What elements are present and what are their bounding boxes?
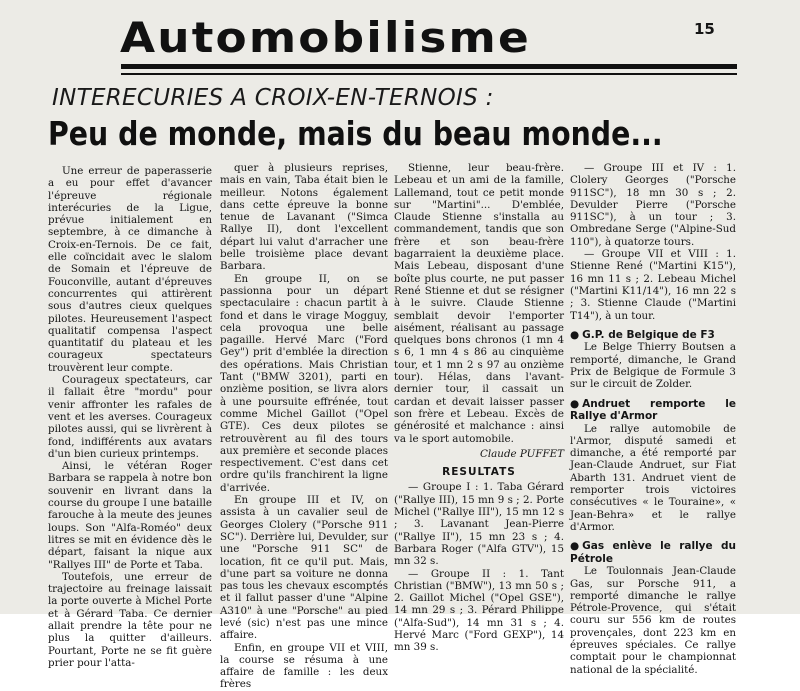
paragraph: En groupe III et IV, on assista à un cavalier seul de Georges Clolery ("Porsche 911 SC"). Derrière lui, Devulder, sur une "Porsche 911 SC" de location, fit ce qu'il put. Mais, d'une part sa voiture ne donna pas tous les chevaux escomptés et il fallut passer d'une "Alpine A310" à une "Porsche" au pied levé (sic) n'est pas une mince affaire. bbox=[220, 494, 388, 642]
bullet-icon: ● bbox=[570, 328, 580, 341]
results-paragraph: — Groupe VII et VIII : 1. Stienne René ("Martini K15"), 16 mn 11 s ; 2. Lebeau Michel ("Martini K11/14"), 16 mn 22 s ; 3. Stienne Claude ("Martini T14"), à un tour. bbox=[570, 248, 736, 322]
brief-title bbox=[570, 540, 736, 565]
paragraph: En groupe II, on se passionna pour un départ spectaculaire : chacun partit à fond et dans le virage Mogguy, cela provoqua une belle pagaille. Hervé Marc ("Ford Gey") prit d'emblée la direction des opérations. Mais Christian Tant ("BMW 3201), parti en onzième position, se livra alors à une poursuite effrénée, tout comme Michel Gaillot ("Opel GTE). Ces deux pilotes se retrouvèrent au fil des tours aux première et seconde places respectivement. C'est dans cet ordre qu'ils franchirent la ligne d'arrivée. bbox=[220, 272, 388, 494]
results-heading: RESULTATS bbox=[442, 466, 516, 479]
brief-title-text: G.P. de Belgique de F3 bbox=[582, 328, 715, 341]
article-byline: Claude PUFFET bbox=[480, 447, 564, 460]
article-kicker: INTERECURIES A CROIX-EN-TERNOIS : bbox=[52, 85, 494, 111]
brief-text: Le rallye automobile de l'Armor, disputé samedi et dimanche, a été remporté par Jean-Claude Andruet, sur Fiat Abarth 131. Andruet vient de remporter trois victoires consécutives « le Touraine», « Jean-Behra» et le rallye d'Armor. bbox=[570, 422, 736, 533]
news-brief bbox=[570, 540, 736, 676]
article-column-2 bbox=[220, 162, 388, 691]
brief-title-text: Gas enlève le rallye du Pétrole bbox=[570, 540, 736, 565]
results-paragraph: — Groupe II : 1. Tant Christian ("BMW"), 13 mn 50 s ; 2. Gaillot Michel ("Opel GSE"), 14 mn 29 s ; 3. Pérard Philippe ("Alfa-Sud"), 14 mn 31 s ; 4. Hervé Marc ("Ford GEXP"), 14 mn 39 s. bbox=[394, 567, 564, 654]
brief-text: Le Belge Thierry Boutsen a remporté, dimanche, le Grand Prix de Belgique de Formule 3 sur le circuit de Zolder. bbox=[570, 341, 736, 391]
news-brief bbox=[570, 398, 736, 534]
article-column-1 bbox=[48, 165, 212, 669]
article-column-3 bbox=[394, 162, 564, 654]
paragraph: Courageux spectateurs, car il fallait être "mordu" pour venir affronter les rafales de vent et les averses. Courageux pilotes aussi, qui se livrèrent à fond, indifférents aux avatars d'un bien curieux printemps. bbox=[48, 374, 212, 460]
results-paragraph: — Groupe III et IV : 1. Clolery Georges ("Porsche 911SC"), 18 mn 30 s ; 2. Devulder Pierre ("Porsche 911SC"), à un tour ; 3. Ombredane Serge ("Alpine-Sud 110"), à quatorze tours. bbox=[570, 162, 736, 248]
paragraph: Stienne, leur beau-frère. Lebeau et un ami de la famille, Lallemand, tout ce petit monde sur "Martini"... D'emblée, Claude Stienne s'installa au commandement, tandis que son frère et son beau-frère bagarraient la deuxième place. Mais Lebeau, disposant d'une boîte plus courte, ne put passer René Stienne et dut se résigner à le suivre. Claude Stienne semblait devoir l'emporter aisément, réalisant au passage quelques bons chronos (1 mn 4 s 6, 1 mn 4 s 86 au cinquième tour, et 1 mn 2 s 97 au onzième tour). Hélas, dans l'avant-dernier tour, il cassait un cardan et devait laisser passer son frère et Lebeau. Excès de générosité et malchance : ainsi va le sport automobile. bbox=[394, 162, 564, 445]
article-headline: Peu de monde, mais du beau monde... bbox=[48, 114, 663, 153]
paragraph: Enfin, en groupe VII et VIII, la course se résuma à une affaire de famille : les deux frères bbox=[220, 641, 388, 691]
paragraph: Toutefois, une erreur de trajectoire au freinage laissait la porte ouverte à Michel Porte et à Gérard Taba. Ce dernier allait prendre la tête pour ne plus la quitter d'ailleurs. Pourtant, Porte ne se fit guère prier pour l'atta- bbox=[48, 570, 212, 669]
brief-title bbox=[570, 398, 736, 423]
paragraph: Une erreur de paperasserie a eu pour effet d'avancer l'épreuve régionale interécuries de la Ligue, prévue initialement en septembre, à ce dimanche à Croix-en-Ternois. De ce fait, elle coïncidait avec le slalom de Somain et l'épreuve de Fouconville, autant d'épreuves concurrentes qui attirèrent sous d'autres cieux quelques pilotes. Heureusement l'aspect qualitatif compensa l'aspect quantitatif du plateau et les courageux spectateurs trouvèrent leur compte. bbox=[48, 165, 212, 374]
paragraph: quer à plusieurs reprises, mais en vain, Taba était bien le meilleur. Notons également dans cette épreuve la bonne tenue de Lavanant ("Simca Rallye II), dont l'excellent départ lui valut d'arracher une belle troisième place devant Barbara. bbox=[220, 162, 388, 273]
article-column-4 bbox=[570, 162, 736, 676]
brief-title-text: Andruet remporte le Rallye d'Armor bbox=[570, 397, 736, 423]
masthead-rule-thin bbox=[121, 73, 737, 75]
brief-title bbox=[570, 329, 736, 342]
section-title: Automobilisme bbox=[120, 13, 531, 62]
brief-text: Le Toulonnais Jean-Claude Gas, sur Porsche 911, a remporté dimanche le rallye Pétrole-Provence, qui s'était couru sur 556 km de routes provençales, dont 223 km en épreuves spéciales. Ce rallye comptait pour le championnat national de la spécialité. bbox=[570, 565, 736, 676]
paragraph: Ainsi, le vétéran Roger Barbara se rappela à notre bon souvenir en livrant dans la course du groupe I une bataille farouche à la meute des jeunes loups. Son "Alfa-Roméo" deux litres se mit en évidence dès le départ, faisant la nique aux "Rallyes III" de Porte et Taba. bbox=[48, 460, 212, 571]
news-brief bbox=[570, 329, 736, 391]
masthead-rule-thick bbox=[121, 64, 737, 69]
bullet-icon: ● bbox=[570, 540, 580, 553]
results-paragraph: — Groupe I : 1. Taba Gérard ("Rallye III), 15 mn 9 s ; 2. Porte Michel ("Rallye III"), 15 mn 12 s ; 3. Lavanant Jean-Pierre ("Rallye II"), 15 mn 23 s ; 4. Barbara Roger ("Alfa GTV"), 15 mn 32 s. bbox=[394, 481, 564, 568]
bullet-icon: ● bbox=[570, 397, 580, 410]
page-number: 15 bbox=[694, 20, 715, 38]
